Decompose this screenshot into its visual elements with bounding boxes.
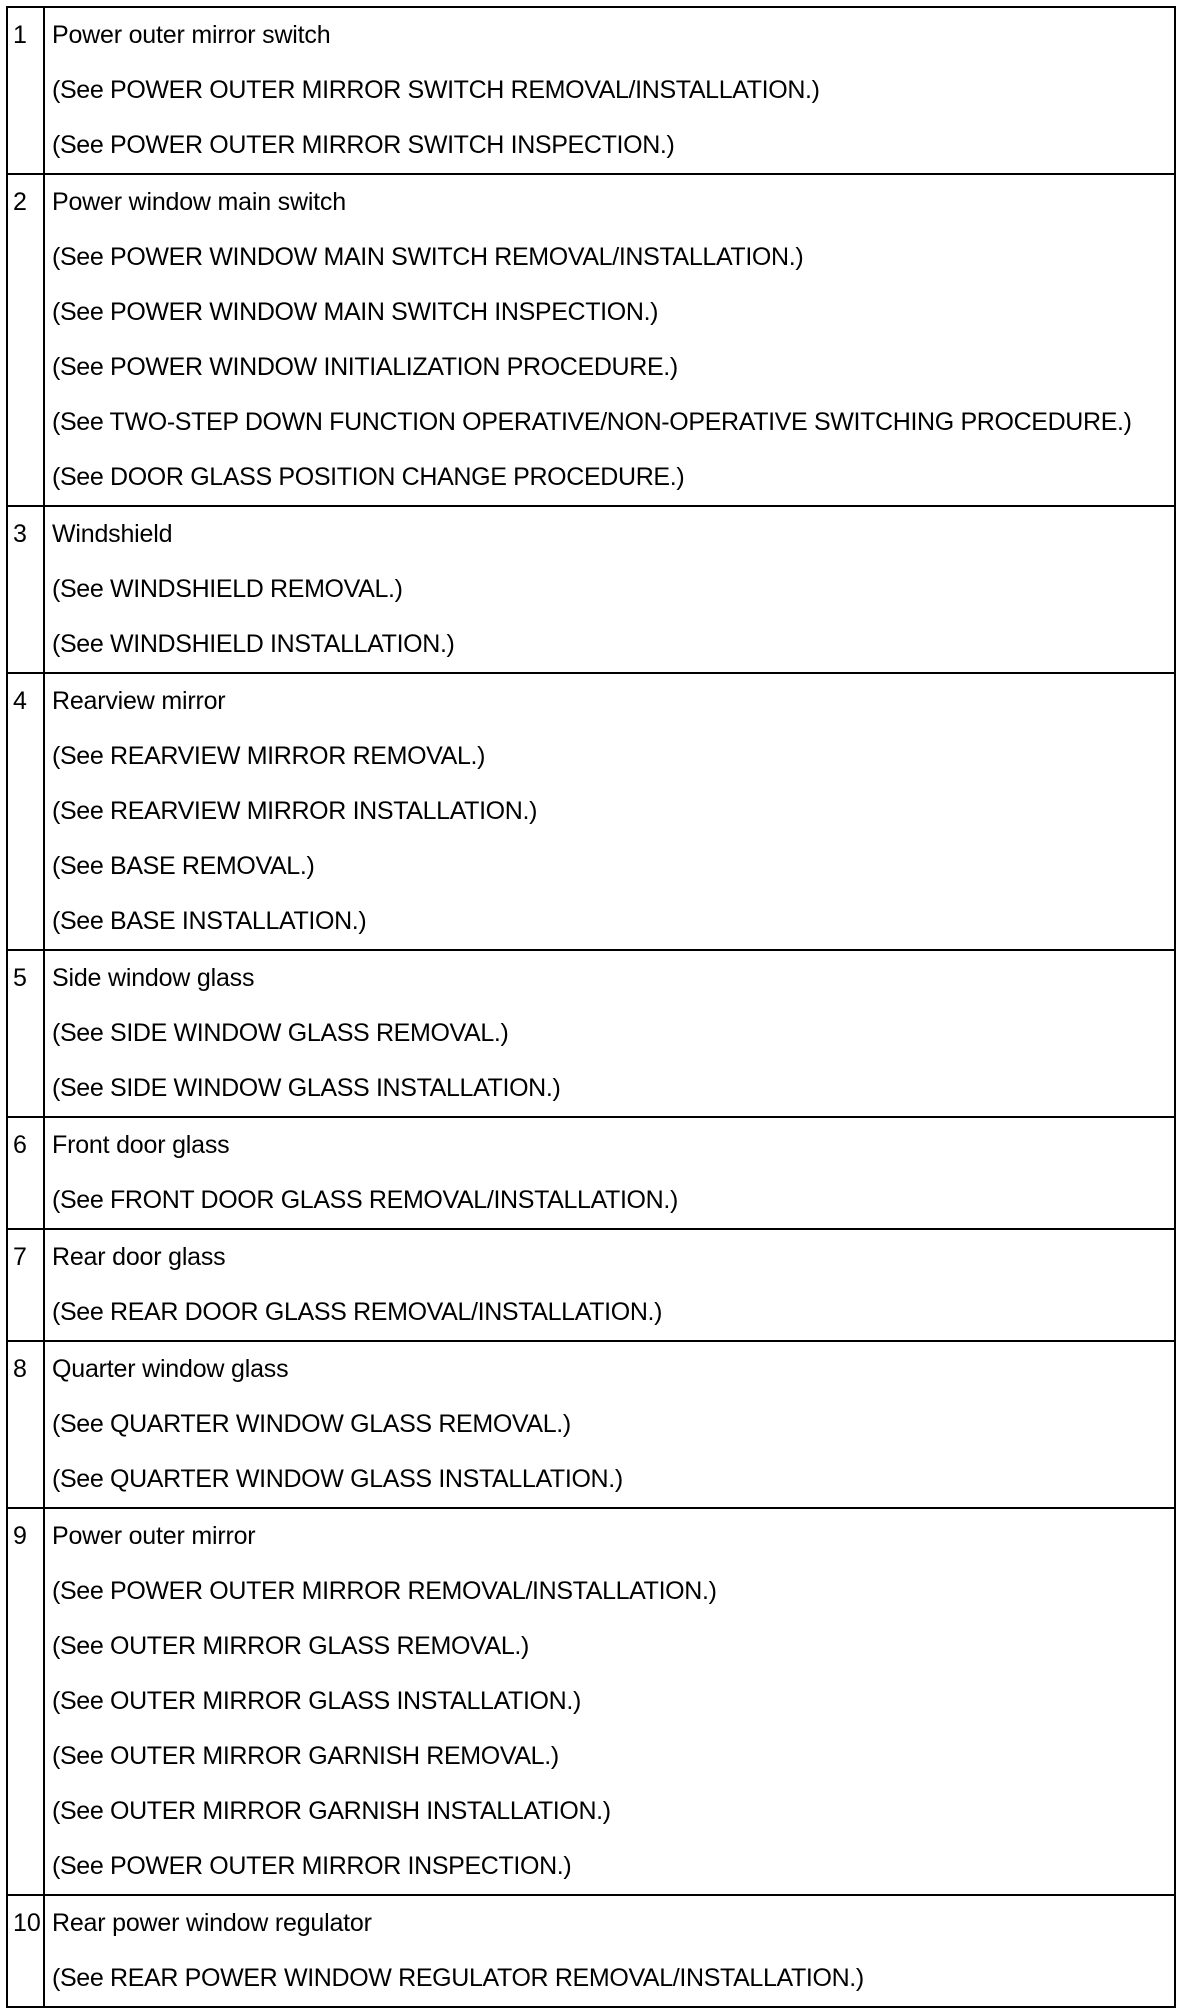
reference-link[interactable]: (See SIDE WINDOW GLASS INSTALLATION.) [52,1074,561,1102]
item-content [44,1508,1175,1895]
item-content [44,7,1175,174]
table-row [7,673,1175,950]
reference-link[interactable]: (See REAR POWER WINDOW REGULATOR REMOVAL/INSTALLATION.) [52,1964,864,1992]
table-row [7,1508,1175,1895]
table-row [7,506,1175,673]
item-content [44,673,1175,950]
table-row [7,1895,1175,2007]
reference-link[interactable]: (See POWER OUTER MIRROR SWITCH REMOVAL/INSTALLATION.) [52,76,820,104]
item-content [44,1229,1175,1341]
reference-link[interactable]: (See WINDSHIELD INSTALLATION.) [52,630,455,658]
table-row [7,174,1175,506]
table-row [7,1229,1175,1341]
item-title: Rear power window regulator [52,1909,372,1937]
table-row [7,1341,1175,1508]
reference-link[interactable]: (See DOOR GLASS POSITION CHANGE PROCEDURE.) [52,463,685,491]
item-number: 9 [7,1508,44,1895]
item-content [44,174,1175,506]
reference-link[interactable]: (See POWER WINDOW MAIN SWITCH INSPECTION.) [52,298,659,326]
reference-link[interactable]: (See POWER OUTER MIRROR INSPECTION.) [52,1852,572,1880]
item-title: Rearview mirror [52,687,226,715]
reference-link[interactable]: (See QUARTER WINDOW GLASS REMOVAL.) [52,1410,571,1438]
item-content [44,950,1175,1117]
reference-link[interactable]: (See QUARTER WINDOW GLASS INSTALLATION.) [52,1465,623,1493]
reference-link[interactable]: (See TWO-STEP DOWN FUNCTION OPERATIVE/NON-OPERATIVE SWITCHING PROCEDURE.) [52,408,1132,436]
reference-link[interactable]: (See REAR DOOR GLASS REMOVAL/INSTALLATION.) [52,1298,663,1326]
item-number: 8 [7,1341,44,1508]
reference-link[interactable]: (See POWER OUTER MIRROR REMOVAL/INSTALLATION.) [52,1577,717,1605]
table-body [7,7,1175,2007]
reference-link[interactable]: (See REARVIEW MIRROR INSTALLATION.) [52,797,538,825]
item-title: Power outer mirror switch [52,21,331,49]
item-content [44,1895,1175,2007]
item-title: Rear door glass [52,1243,226,1271]
reference-link[interactable]: (See POWER WINDOW INITIALIZATION PROCEDURE.) [52,353,678,381]
component-reference-table [6,6,1176,2008]
table-row [7,950,1175,1117]
reference-link[interactable]: (See OUTER MIRROR GLASS INSTALLATION.) [52,1687,581,1715]
item-number: 2 [7,174,44,506]
item-title: Power outer mirror [52,1522,256,1550]
item-title: Quarter window glass [52,1355,289,1383]
reference-link[interactable]: (See OUTER MIRROR GLASS REMOVAL.) [52,1632,529,1660]
reference-link[interactable]: (See OUTER MIRROR GARNISH INSTALLATION.) [52,1797,611,1825]
item-content [44,506,1175,673]
table-row [7,1117,1175,1229]
reference-link[interactable]: (See OUTER MIRROR GARNISH REMOVAL.) [52,1742,559,1770]
reference-link[interactable]: (See POWER OUTER MIRROR SWITCH INSPECTION.) [52,131,675,159]
item-number: 10 [7,1895,44,2007]
reference-link[interactable]: (See BASE REMOVAL.) [52,852,315,880]
item-number: 3 [7,506,44,673]
reference-link[interactable]: (See REARVIEW MIRROR REMOVAL.) [52,742,486,770]
item-title: Windshield [52,520,173,548]
item-number: 4 [7,673,44,950]
item-number: 5 [7,950,44,1117]
reference-link[interactable]: (See POWER WINDOW MAIN SWITCH REMOVAL/INSTALLATION.) [52,243,804,271]
item-content [44,1117,1175,1229]
item-number: 1 [7,7,44,174]
reference-link[interactable]: (See SIDE WINDOW GLASS REMOVAL.) [52,1019,509,1047]
item-title: Side window glass [52,964,255,992]
reference-link[interactable]: (See BASE INSTALLATION.) [52,907,367,935]
item-content [44,1341,1175,1508]
item-number: 7 [7,1229,44,1341]
table-row [7,7,1175,174]
item-title: Power window main switch [52,188,346,216]
reference-link[interactable]: (See FRONT DOOR GLASS REMOVAL/INSTALLATION.) [52,1186,678,1214]
item-title: Front door glass [52,1131,230,1159]
item-number: 6 [7,1117,44,1229]
reference-link[interactable]: (See WINDSHIELD REMOVAL.) [52,575,403,603]
